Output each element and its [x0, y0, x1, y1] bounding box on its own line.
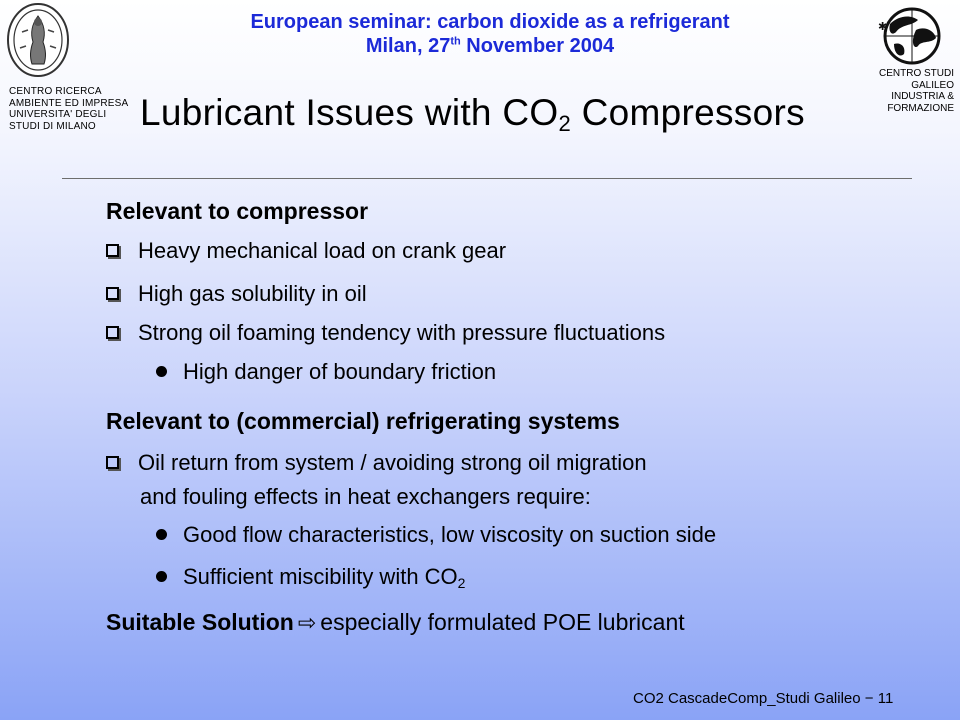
solution-text: especially formulated POE lubricant	[320, 609, 685, 635]
org-left-line: AMBIENTE ED IMPRESA	[9, 97, 129, 109]
bullet-item: Oil return from system / avoiding strong oil migration	[106, 450, 647, 476]
org-right-line: INDUSTRIA &	[891, 91, 954, 102]
left-organization-name	[9, 86, 128, 132]
university-seal-icon	[6, 2, 70, 78]
checkbox-bullet-icon	[106, 244, 119, 257]
sub-bullet-item: Good flow characteristics, low viscosity on suction side	[156, 522, 716, 548]
bullet-item: High gas solubility in oil	[106, 281, 367, 307]
seminar-place-date: Milan, 27th November 2004	[365, 35, 615, 57]
sub-bullet-item: High danger of boundary friction	[156, 359, 496, 385]
org-left-line: CENTRO RICERCA	[9, 86, 102, 97]
org-right-line: GALILEO	[911, 79, 954, 91]
org-left-line: STUDI DI MILANO	[9, 120, 96, 132]
checkbox-bullet-icon	[106, 287, 119, 300]
section-heading-systems: Relevant to (commercial) refrigerating systems	[106, 408, 620, 434]
seminar-title: European seminar: carbon dioxide as a refrigerant	[250, 11, 730, 33]
centro-studi-galileo-globe-icon	[872, 6, 948, 66]
dot-bullet-icon	[156, 366, 167, 377]
bullet-item: Heavy mechanical load on crank gear	[106, 238, 506, 264]
org-left-line: UNIVERSITA' DEGLI	[9, 109, 107, 120]
solution-label: Suitable Solution	[106, 609, 294, 635]
svg-text:✱: ✱	[878, 20, 888, 33]
org-right-line: CENTRO STUDI	[879, 68, 954, 79]
checkbox-bullet-icon	[106, 456, 119, 469]
title-divider	[62, 178, 912, 179]
checkbox-bullet-icon	[106, 326, 119, 339]
bullet-item-continuation: and fouling effects in heat exchangers require:	[140, 484, 591, 509]
dot-bullet-icon	[156, 571, 167, 582]
org-right-line: FORMAZIONE	[887, 102, 954, 114]
right-organization-name	[878, 68, 954, 114]
bullet-item: Strong oil foaming tendency with pressure fluctuations	[106, 320, 665, 346]
dot-bullet-icon	[156, 529, 167, 540]
right-arrow-icon: ⇨	[297, 610, 317, 635]
sub-bullet-item: Sufficient miscibility with $CO_2$	[156, 564, 465, 590]
section-heading-compressor: Relevant to compressor	[106, 198, 369, 224]
solution-line	[106, 609, 685, 636]
seminar-header	[180, 10, 800, 58]
slide-footer: CO2 CascadeComp_Studi Galileo − 11	[633, 690, 894, 707]
slide-title: Lubricant Issues with $CO_2$ Compressors	[140, 92, 805, 136]
